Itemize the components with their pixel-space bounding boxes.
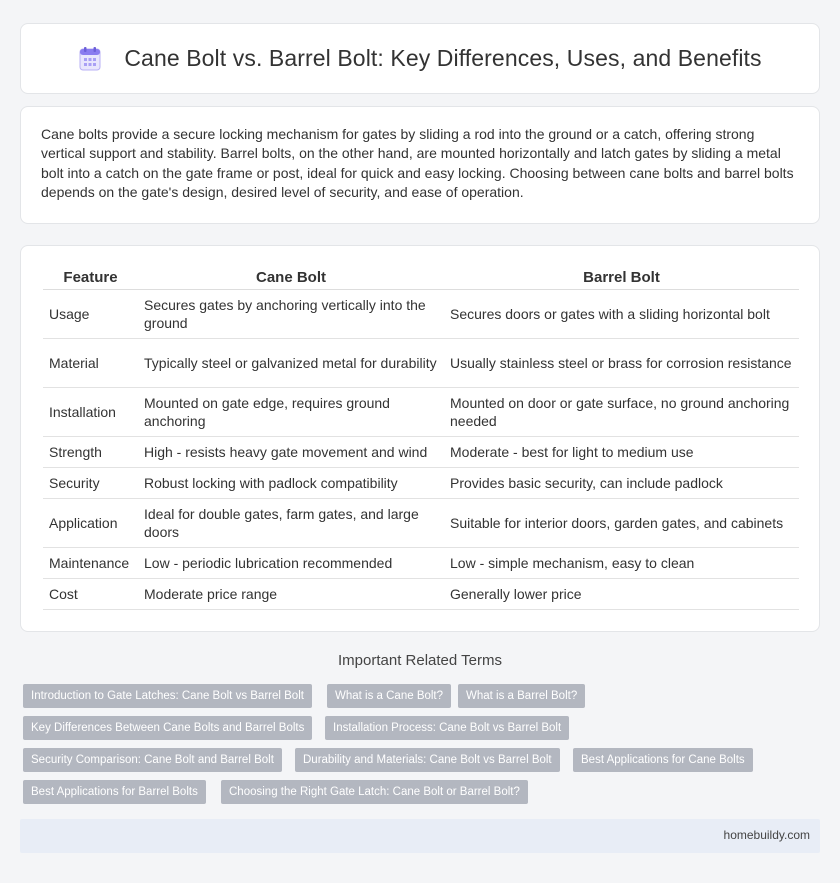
related-tag[interactable]: Key Differences Between Cane Bolts and Barrel Bolts — [23, 716, 312, 740]
cane-cell: Typically steel or galvanized metal for durability — [138, 339, 444, 388]
intro-card — [20, 106, 820, 224]
related-tag[interactable]: What is a Barrel Bolt? — [458, 684, 585, 708]
footer — [20, 819, 820, 853]
page-title: Cane Bolt vs. Barrel Bolt: Key Differences, Uses, and Benefits — [124, 45, 762, 71]
related-tag[interactable]: Choosing the Right Gate Latch: Cane Bolt or Barrel Bolt? — [221, 780, 528, 804]
barrel-cell: Moderate - best for light to medium use — [444, 437, 799, 468]
header-feature: Feature — [43, 266, 138, 290]
cane-cell: Robust locking with padlock compatibility — [138, 468, 444, 499]
table-row — [43, 437, 799, 468]
barrel-cell: Usually stainless steel or brass for corrosion resistance — [444, 339, 799, 388]
cane-cell: Ideal for double gates, farm gates, and large doors — [138, 499, 444, 548]
barrel-cell: Low - simple mechanism, easy to clean — [444, 548, 799, 579]
feature-cell: Strength — [43, 437, 138, 468]
table-row — [43, 548, 799, 579]
related-tag[interactable]: Security Comparison: Cane Bolt and Barrel Bolt — [23, 748, 282, 772]
header-barrel-bolt: Barrel Bolt — [444, 266, 799, 290]
title-card — [20, 23, 820, 94]
feature-cell: Material — [43, 339, 138, 388]
cane-cell: Moderate price range — [138, 579, 444, 610]
related-tag[interactable]: Installation Process: Cane Bolt vs Barrel Bolt — [325, 716, 569, 740]
comparison-table — [43, 266, 799, 610]
calendar-icon — [78, 46, 102, 72]
table-row — [43, 499, 799, 548]
barrel-cell: Secures doors or gates with a sliding horizontal bolt — [444, 290, 799, 339]
feature-cell: Security — [43, 468, 138, 499]
barrel-cell: Suitable for interior doors, garden gates, and cabinets — [444, 499, 799, 548]
related-tag[interactable]: Durability and Materials: Cane Bolt vs Barrel Bolt — [295, 748, 560, 772]
table-row — [43, 468, 799, 499]
comparison-table-card — [20, 245, 820, 632]
related-tag[interactable]: Best Applications for Cane Bolts — [573, 748, 753, 772]
intro-paragraph: Cane bolts provide a secure locking mechanism for gates by sliding a rod into the ground or a catch, offering strong vertical support and stability. Barrel bolts, on the other hand, are mounted horizontally and latch gates by sliding a metal bolt into a catch on the gate frame or post, ideal for quick and easy locking. Choosing between cane bolts and barrel bolts depends on the gate's design, desired level of security, and ease of operation. — [41, 126, 794, 201]
cane-cell: Low - periodic lubrication recommended — [138, 548, 444, 579]
header-cane-bolt: Cane Bolt — [138, 266, 444, 290]
feature-cell: Cost — [43, 579, 138, 610]
table-row — [43, 388, 799, 437]
feature-cell: Maintenance — [43, 548, 138, 579]
table-row — [43, 290, 799, 339]
related-tag[interactable]: What is a Cane Bolt? — [327, 684, 451, 708]
feature-cell: Application — [43, 499, 138, 548]
table-row — [43, 339, 799, 388]
feature-cell: Installation — [43, 388, 138, 437]
footer-site-link[interactable]: homebuildy.com — [723, 828, 810, 842]
cane-cell: High - resists heavy gate movement and wind — [138, 437, 444, 468]
barrel-cell: Generally lower price — [444, 579, 799, 610]
related-tag[interactable]: Introduction to Gate Latches: Cane Bolt vs Barrel Bolt — [23, 684, 312, 708]
related-tag[interactable]: Best Applications for Barrel Bolts — [23, 780, 206, 804]
cane-cell: Secures gates by anchoring vertically into the ground — [138, 290, 444, 339]
table-row — [43, 579, 799, 610]
barrel-cell: Mounted on door or gate surface, no ground anchoring needed — [444, 388, 799, 437]
barrel-cell: Provides basic security, can include padlock — [444, 468, 799, 499]
cane-cell: Mounted on gate edge, requires ground anchoring — [138, 388, 444, 437]
related-terms-heading: Important Related Terms — [338, 652, 502, 669]
feature-cell: Usage — [43, 290, 138, 339]
